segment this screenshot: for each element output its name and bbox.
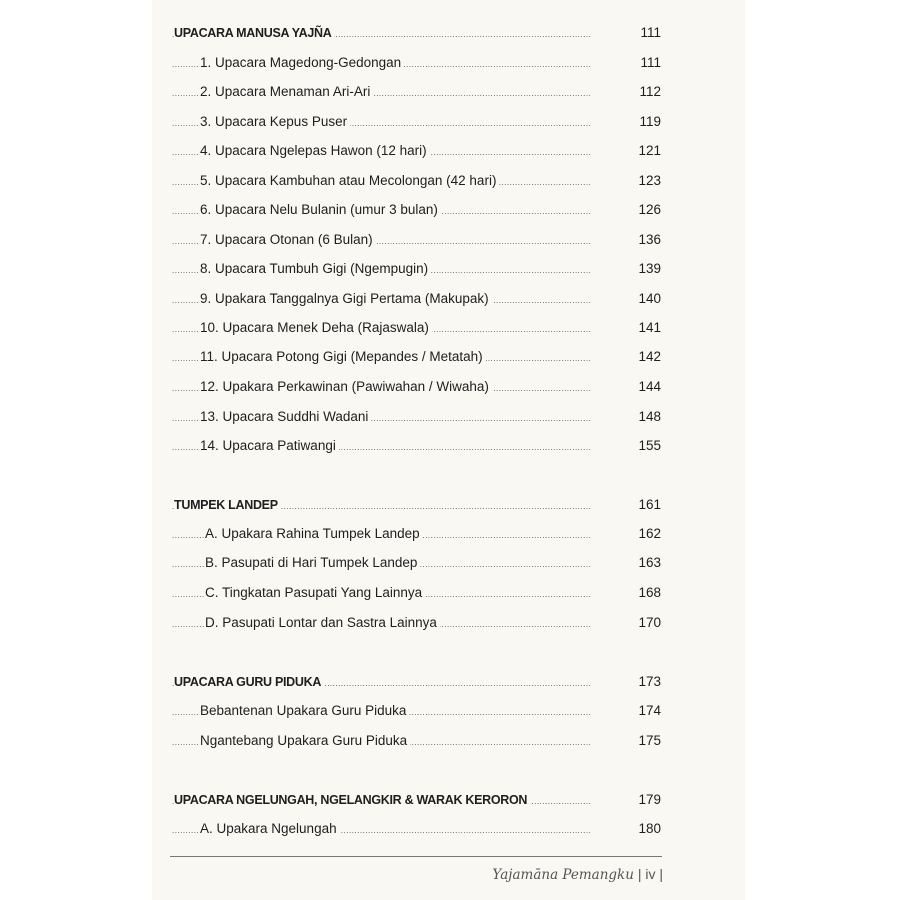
toc-page-number: 179 (638, 792, 661, 807)
toc-entry[interactable] (152, 552, 745, 574)
toc-entry-label: 2. Upacara Menaman Ari-Ari (200, 81, 373, 103)
toc-entry-label: D. Pasupati Lontar dan Sastra Lainnya (205, 612, 440, 634)
toc-entry[interactable] (152, 612, 745, 634)
toc-entry[interactable] (152, 700, 745, 722)
toc-entry[interactable] (152, 111, 745, 133)
toc-page-number: 163 (638, 555, 661, 570)
toc-entry-label: 3. Upacara Kepus Puser (200, 111, 350, 133)
toc-page-number: 142 (638, 349, 661, 364)
toc-page (152, 0, 745, 900)
toc-entry[interactable] (152, 199, 745, 221)
toc-page-number: 136 (638, 232, 661, 247)
toc-entry[interactable] (152, 140, 745, 162)
toc-entry-label: Bebantenan Upakara Guru Piduka (200, 700, 409, 722)
toc-entry[interactable] (152, 406, 745, 428)
toc-entry-label: A. Upakara Rahina Tumpek Landep (205, 523, 423, 545)
toc-page-number: 112 (639, 84, 661, 99)
toc-page-number: 180 (638, 821, 661, 836)
toc-heading-label: UPACARA GURU PIDUKA (174, 671, 324, 693)
toc-entry-label: 7. Upacara Otonan (6 Bulan) (200, 229, 376, 251)
toc-entry-label: Ngantebang Upakara Guru Piduka (200, 730, 410, 752)
toc-entry[interactable] (152, 258, 745, 280)
toc-heading-label: TUMPEK LANDEP (174, 494, 281, 516)
toc-heading-ngelungah[interactable] (152, 789, 745, 811)
toc-page-number: 123 (638, 173, 661, 188)
toc-entry-label: 8. Upacara Tumbuh Gigi (Ngempugin) (200, 258, 431, 280)
toc-entry[interactable] (152, 523, 745, 545)
toc-entry-label: 4. Upacara Ngelepas Hawon (12 hari) (200, 140, 430, 162)
toc-page-number: 139 (638, 261, 661, 276)
footer-divider (170, 856, 662, 857)
toc-page-number: 174 (638, 703, 661, 718)
toc-entry-label: 10. Upacara Menek Deha (Rajaswala) (200, 317, 432, 339)
toc-entry-label: 6. Upacara Nelu Bulanin (umur 3 bulan) (200, 199, 441, 221)
toc-entry[interactable] (152, 346, 745, 368)
page-footer (492, 866, 663, 883)
toc-heading-label: UPACARA MANUSA YAJÑA (174, 22, 334, 44)
toc-page-number: 119 (639, 114, 661, 129)
toc-entry-label: B. Pasupati di Hari Tumpek Landep (205, 552, 420, 574)
toc-heading-label: UPACARA NGELUNGAH, NGELANGKIR & WARAK KERORON (174, 789, 530, 811)
toc-page-number: 155 (638, 438, 661, 453)
toc-page-number: 111 (640, 25, 661, 40)
toc-entry[interactable] (152, 818, 745, 840)
toc-entry[interactable] (152, 229, 745, 251)
toc-entry-label: A. Upakara Ngelungah (200, 818, 340, 840)
toc-entry[interactable] (152, 288, 745, 310)
footer-book-title: Yajamāna Pemangku (492, 867, 634, 883)
toc-entry[interactable] (152, 170, 745, 192)
toc-page-number: 148 (638, 409, 661, 424)
toc-page-number: 168 (638, 585, 661, 600)
toc-entry-label: 12. Upakara Perkawinan (Pawiwahan / Wiwaha) (200, 376, 492, 398)
toc-entry-label: 14. Upacara Patiwangi (200, 435, 339, 457)
toc-entry[interactable] (152, 435, 745, 457)
toc-page-number: 162 (638, 526, 661, 541)
toc-entry-label: C. Tingkatan Pasupati Yang Lainnya (205, 582, 425, 604)
toc-entry-label: 1. Upacara Magedong-Gedongan (200, 52, 404, 74)
toc-page-number: 175 (638, 733, 661, 748)
toc-entry[interactable] (152, 730, 745, 752)
toc-page-number: 121 (638, 143, 661, 158)
toc-entry-label: 13. Upacara Suddhi Wadani (200, 406, 371, 428)
toc-page-number: 111 (640, 55, 661, 70)
toc-page-number: 141 (638, 320, 661, 335)
toc-entry-label: 11. Upacara Potong Gigi (Mepandes / Metatah) (200, 346, 486, 368)
footer-page-number: | iv | (637, 866, 663, 882)
toc-page-number: 161 (638, 497, 661, 512)
toc-entry[interactable] (152, 81, 745, 103)
toc-entry[interactable] (152, 52, 745, 74)
toc-entry[interactable] (152, 376, 745, 398)
toc-entry-label: 5. Upacara Kambuhan atau Mecolongan (42 hari) (200, 170, 499, 192)
toc-page-number: 144 (638, 379, 661, 394)
toc-page-number: 173 (638, 674, 661, 689)
toc-entry[interactable] (152, 582, 745, 604)
toc-heading-guru-piduka[interactable] (152, 671, 745, 693)
toc-heading-tumpek-landep[interactable] (152, 494, 745, 516)
toc-entry-label: 9. Upakara Tanggalnya Gigi Pertama (Makupak) (200, 288, 492, 310)
toc-page-number: 126 (638, 202, 661, 217)
toc-heading-manusa-yajna[interactable] (152, 22, 745, 44)
toc-entry[interactable] (152, 317, 745, 339)
toc-page-number: 170 (638, 615, 661, 630)
toc-page-number: 140 (638, 291, 661, 306)
